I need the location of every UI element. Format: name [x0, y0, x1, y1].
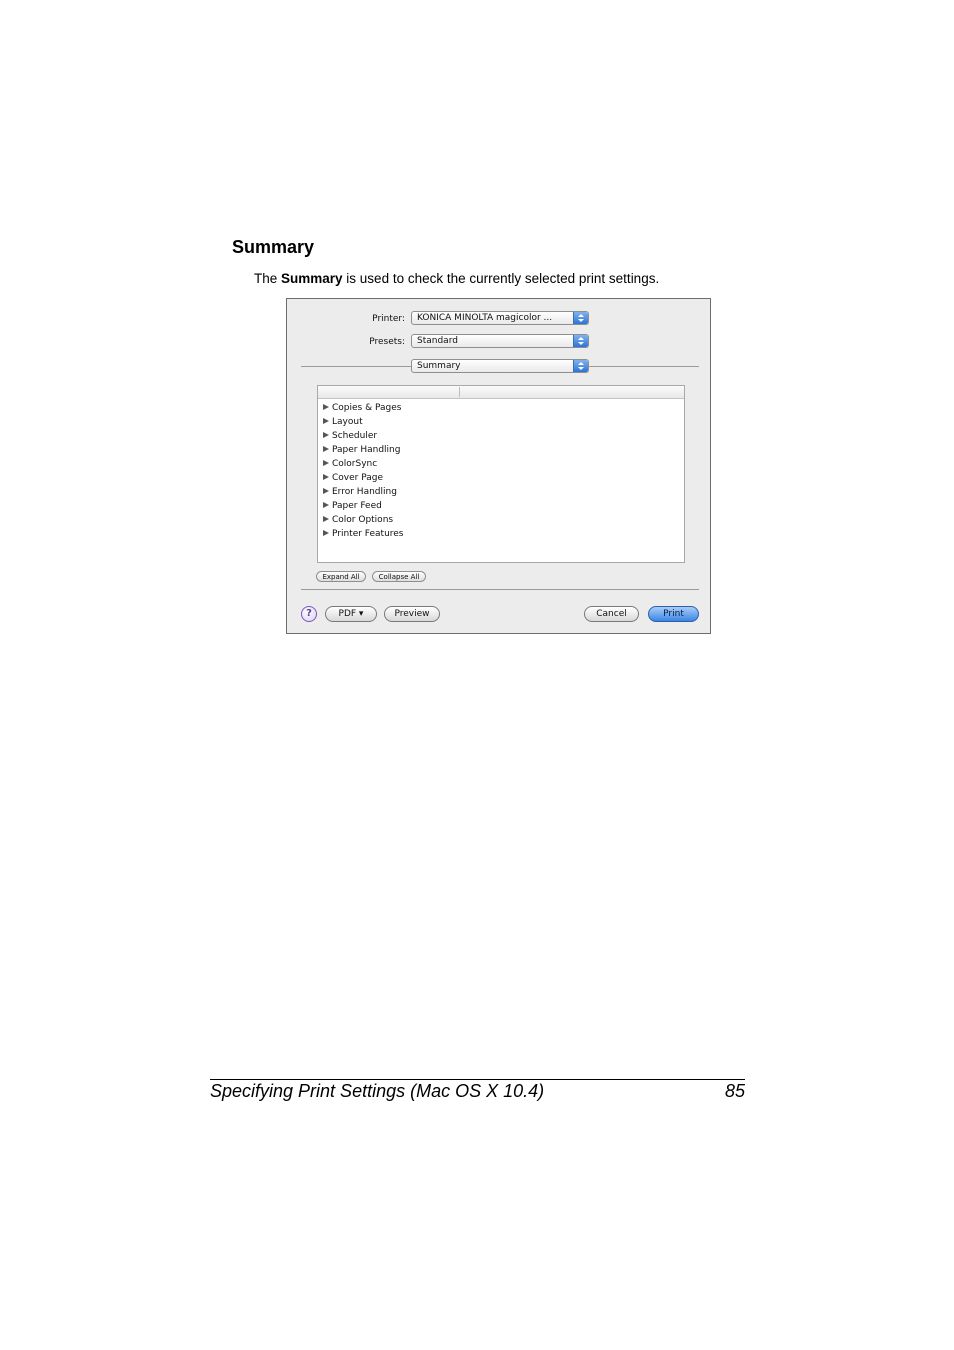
list-item[interactable]: Color Options	[323, 513, 404, 527]
cancel-button[interactable]: Cancel	[584, 606, 639, 622]
disclosure-triangle-icon[interactable]	[323, 474, 329, 480]
intro-pre: The	[254, 271, 282, 286]
list-item[interactable]: Error Handling	[323, 485, 404, 499]
printer-popup-value: KONICA MINOLTA magicolor ...	[417, 313, 553, 323]
intro-text	[254, 271, 659, 286]
intro-post: is used to check the currently selected print settings.	[342, 271, 660, 286]
popup-arrows-icon	[573, 360, 588, 372]
disclosure-triangle-icon[interactable]	[323, 446, 329, 452]
page-number: 85	[724, 1081, 745, 1101]
collapse-all-button[interactable]: Collapse All	[372, 571, 426, 582]
section-heading: Summary	[232, 237, 315, 257]
disclosure-triangle-icon[interactable]	[323, 418, 329, 424]
print-button[interactable]: Print	[648, 606, 699, 622]
help-icon[interactable]: ?	[301, 606, 317, 622]
summary-list[interactable]	[317, 385, 685, 563]
disclosure-triangle-icon[interactable]	[323, 404, 329, 410]
list-header	[318, 386, 684, 399]
expand-all-button[interactable]: Expand All	[316, 571, 366, 582]
list-item[interactable]: ColorSync	[323, 457, 404, 471]
list-item[interactable]: Cover Page	[323, 471, 404, 485]
presets-label: Presets:	[369, 337, 405, 347]
list-item[interactable]: Printer Features	[323, 527, 404, 541]
column-divider[interactable]	[459, 387, 460, 397]
print-dialog	[286, 298, 711, 634]
footer-rule	[210, 1079, 745, 1080]
disclosure-triangle-icon[interactable]	[323, 516, 329, 522]
disclosure-triangle-icon[interactable]	[323, 432, 329, 438]
bottom-separator	[301, 589, 699, 590]
summary-items	[323, 401, 404, 541]
panel-popup[interactable]	[411, 359, 589, 373]
list-item[interactable]: Layout	[323, 415, 404, 429]
disclosure-triangle-icon[interactable]	[323, 502, 329, 508]
list-item[interactable]: Scheduler	[323, 429, 404, 443]
preview-button[interactable]: Preview	[384, 606, 440, 622]
presets-popup[interactable]	[411, 334, 589, 348]
printer-label: Printer:	[372, 314, 405, 324]
disclosure-triangle-icon[interactable]	[323, 488, 329, 494]
intro-bold: Summary	[281, 271, 343, 286]
separator-left	[301, 366, 411, 367]
list-item[interactable]: Copies & Pages	[323, 401, 404, 415]
separator-right	[589, 366, 699, 367]
pdf-button[interactable]: PDF ▾	[325, 606, 377, 622]
footer-title: Specifying Print Settings (Mac OS X 10.4)	[210, 1081, 545, 1101]
disclosure-triangle-icon[interactable]	[323, 460, 329, 466]
list-item[interactable]: Paper Feed	[323, 499, 404, 513]
panel-popup-value: Summary	[417, 361, 461, 371]
list-item[interactable]: Paper Handling	[323, 443, 404, 457]
disclosure-triangle-icon[interactable]	[323, 530, 329, 536]
presets-popup-value: Standard	[417, 336, 458, 346]
printer-popup[interactable]	[411, 311, 589, 325]
popup-arrows-icon	[573, 335, 588, 347]
popup-arrows-icon	[573, 312, 588, 324]
